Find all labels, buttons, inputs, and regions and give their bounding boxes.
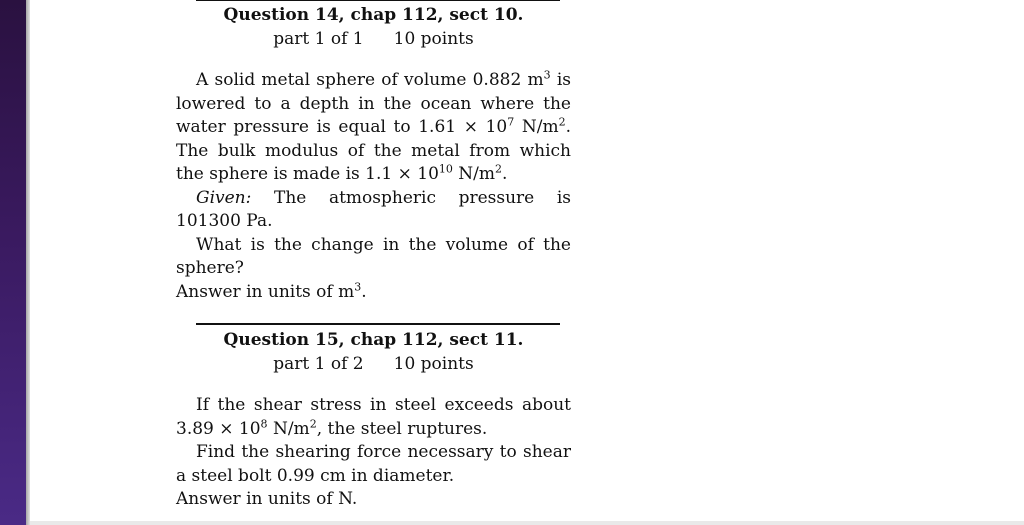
question-15-part: part 1 of 2: [273, 354, 364, 374]
question-15-heading: Question 15, chap 112, sect 11.: [223, 330, 524, 350]
question-14-part: part 1 of 1: [273, 29, 364, 49]
document-page: [30, 0, 1024, 525]
given-label: Given:: [196, 187, 252, 208]
viewer-bottom-edge: [30, 521, 1024, 525]
question-15-answer-units: Answer in units of N.: [176, 489, 358, 509]
question-15-statement: If the shear stress in steel exceeds about $3.89 \times 10^8$ $N/m^2$, the steel ruptures.: [176, 395, 571, 439]
viewer-side-panel: [0, 0, 26, 525]
question-15-ask: Find the shearing force necessary to shear a steel bolt 0.99 cm in diameter.: [176, 442, 571, 486]
question-15-top-rule: [196, 323, 560, 325]
question-14-body: [176, 69, 571, 304]
question-14-statement: A solid metal sphere of volume 0.882 $m^3$ is lowered to a depth in the ocean where the water pressure is equal to $1.61 \times 10^7$ $N/m^2$. The bulk modulus of the metal from which the sphere is made is $1.1 \times 10^{10}$ $N/m^2$.: [176, 68, 571, 184]
question-14-ask: What is the change in the volume of the sphere?: [176, 234, 571, 278]
question-14-answer-units: Answer in units of $m^3$.: [176, 279, 367, 302]
given-text: The atmospheric pressure is 101300 Pa.: [176, 187, 572, 231]
question-15-meta: [176, 354, 571, 374]
question-14-meta: [176, 29, 571, 49]
question-14-top-rule: [196, 0, 560, 1]
question-14-points: 10 points: [393, 29, 474, 49]
question-15-body: [176, 394, 571, 512]
question-14-given: [176, 187, 571, 234]
question-14-heading: Question 14, chap 112, sect 10.: [223, 5, 524, 25]
question-15-points: 10 points: [393, 354, 474, 374]
